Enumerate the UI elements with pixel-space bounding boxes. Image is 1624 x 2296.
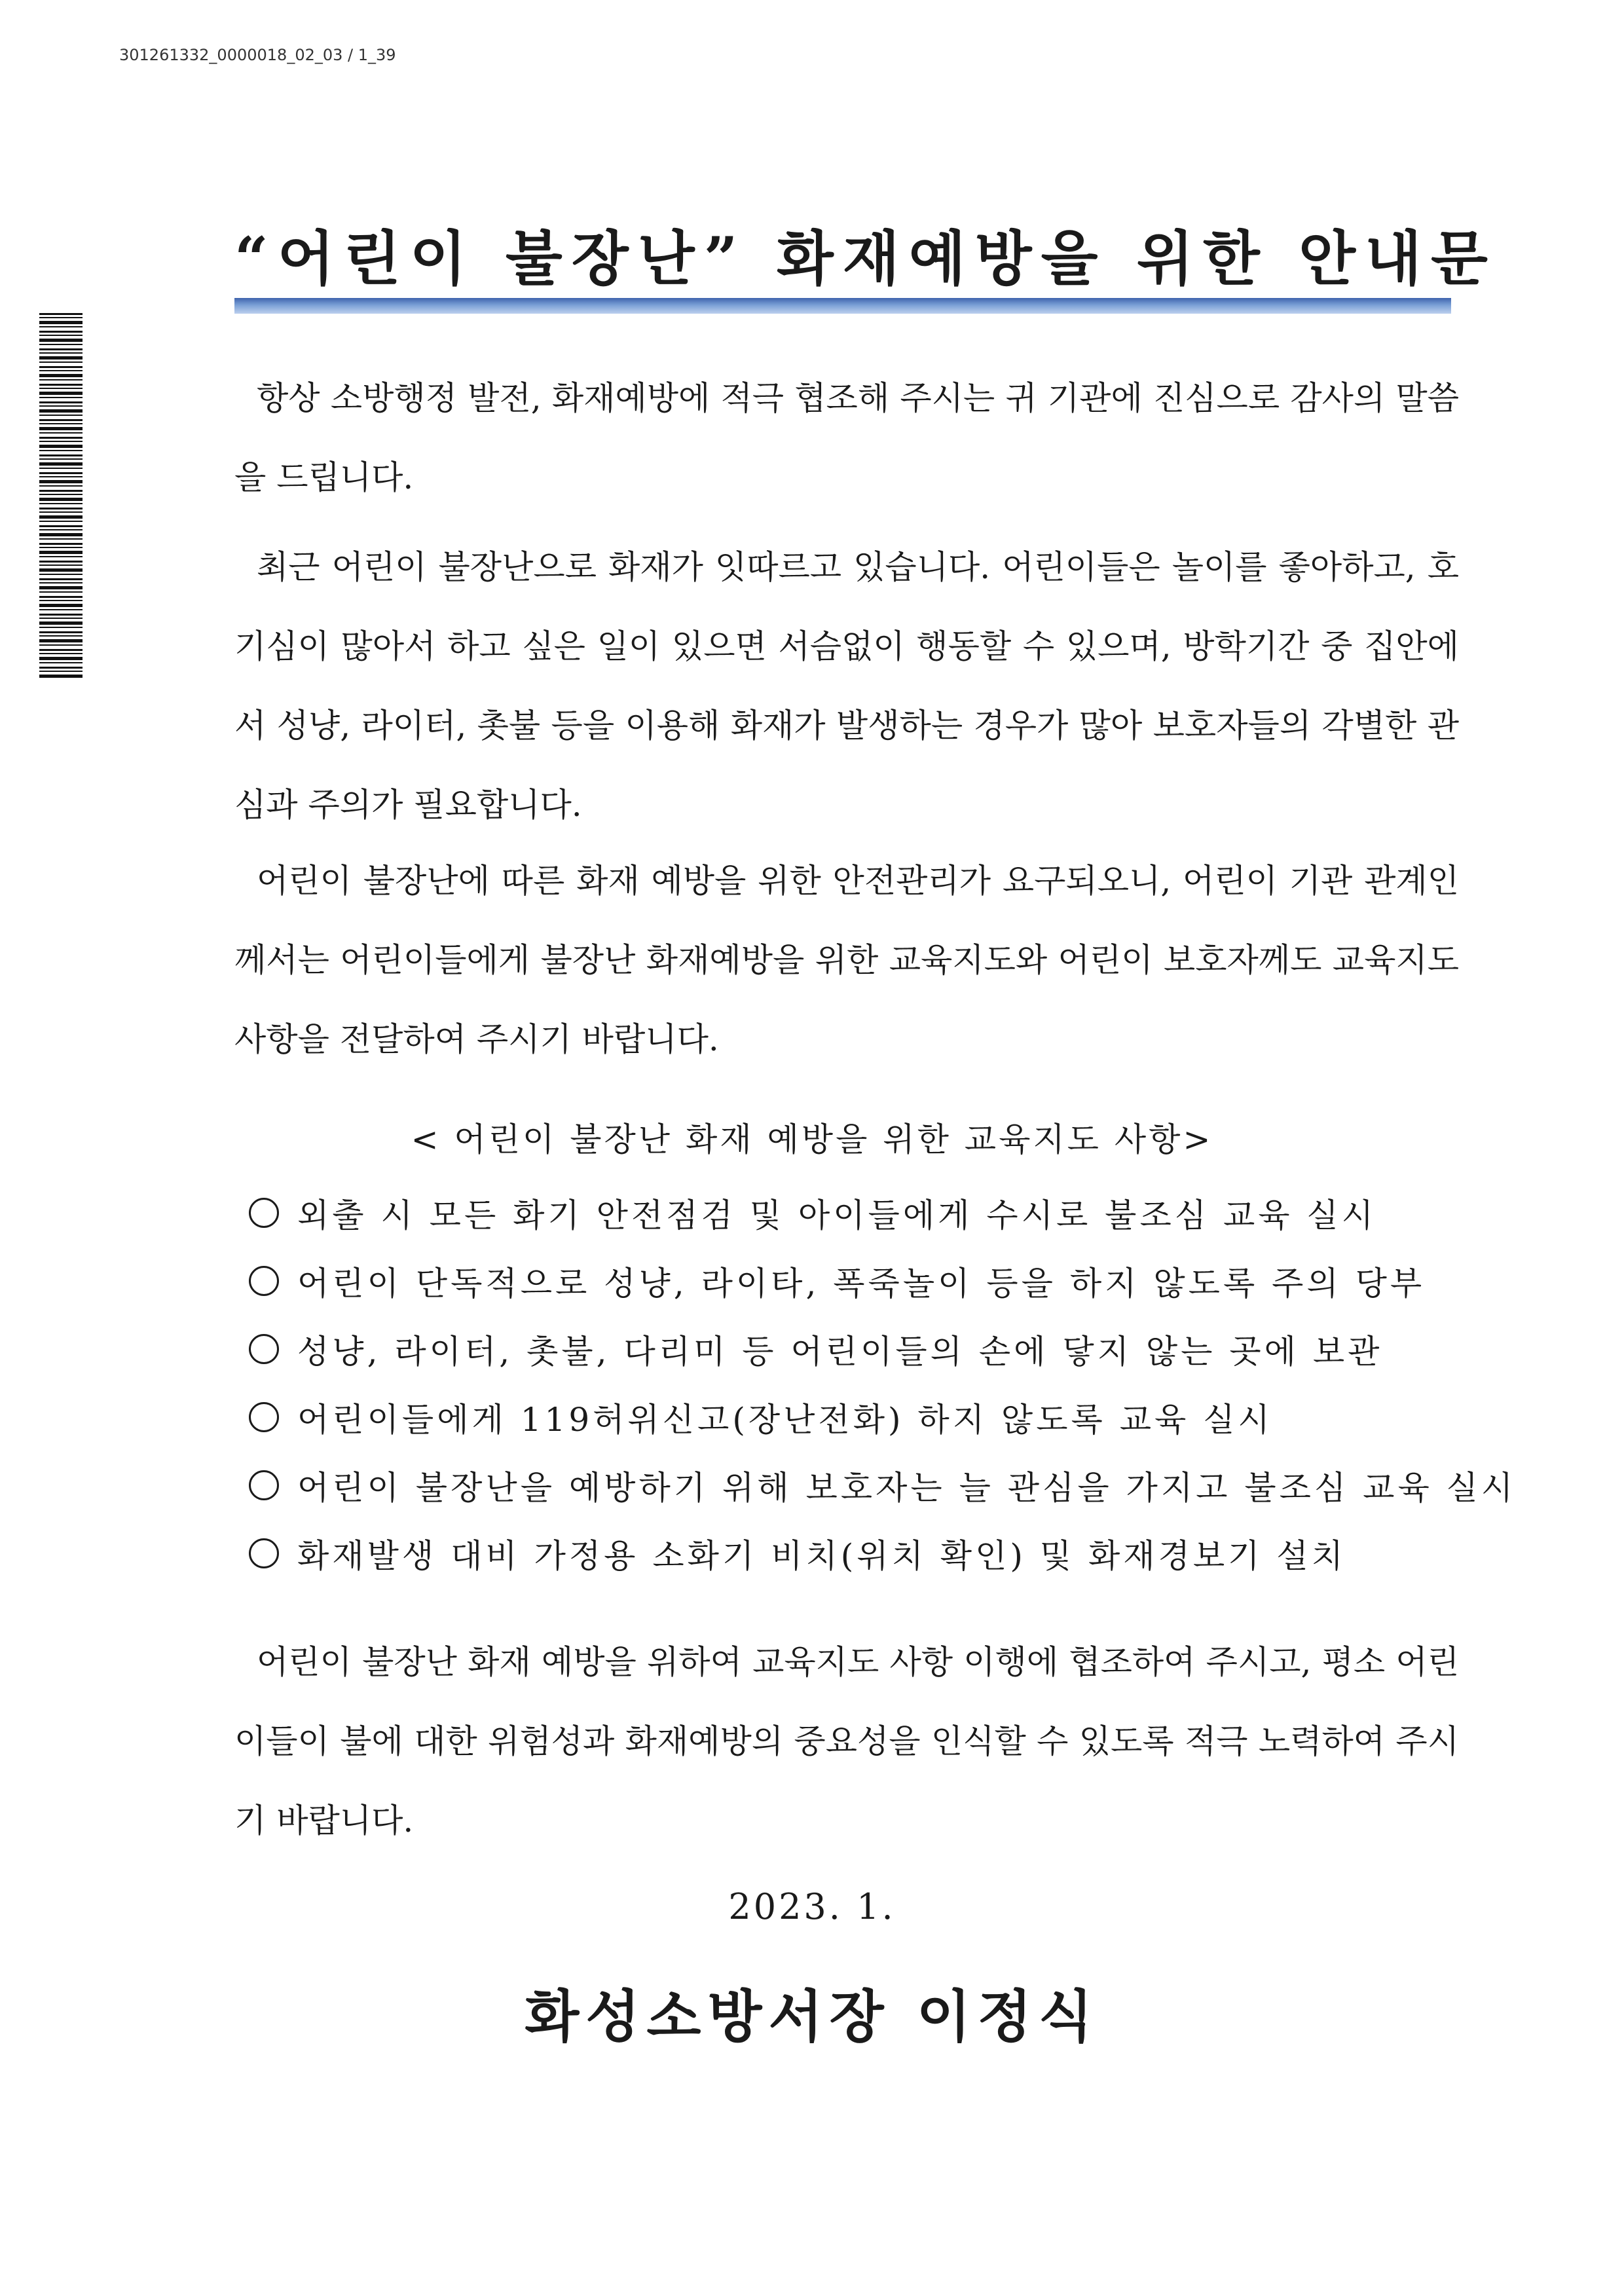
paragraph-background-text: 최근 어린이 불장난으로 화재가 잇따르고 있습니다. 어린이들은 놀이를 좋아하고, 호기심이 많아서 하고 싶은 일이 있으면 서슴없이 행동할 수 있으며, 방학기간 중 집안에서 성냥, 라이터, 촛불 등을 이용해 화재가 발생하는 경우가 많아 보호자들의 각별한 관심과 주의가 필요합니다.: [234, 548, 1459, 824]
list-item-text: 어린이 단독적으로 성냥, 라이타, 폭죽놀이 등을 하지 않도록 주의 당부: [297, 1265, 1426, 1303]
list-item: [249, 1179, 1467, 1247]
paragraph-request: [234, 842, 1459, 1079]
list-item: [249, 1247, 1467, 1315]
list-item-text: 외출 시 모든 화기 안전점검 및 아이들에게 수시로 불조심 교육 실시: [297, 1196, 1377, 1234]
paragraph-closing: [234, 1623, 1459, 1861]
list-item: [249, 1519, 1467, 1587]
circle-bullet-icon: [249, 1538, 279, 1568]
list-item-text: 어린이 불장난을 예방하기 위해 보호자는 늘 관심을 가지고 불조심 교육 실시: [297, 1469, 1517, 1507]
list-item-text: 어린이들에게 119허위신고(장난전화) 하지 않도록 교육 실시: [297, 1401, 1273, 1439]
guidance-heading: < 어린이 불장난 화재 예방을 위한 교육지도 사항>: [411, 1120, 1213, 1158]
document-id: 301261332_0000018_02_03 / 1_39: [119, 46, 396, 64]
list-item-text: 화재발생 대비 가정용 소화기 비치(위치 확인) 및 화재경보기 설치: [297, 1537, 1346, 1575]
circle-bullet-icon: [249, 1198, 279, 1228]
list-item: [249, 1383, 1467, 1451]
title-underline: [234, 298, 1451, 314]
circle-bullet-icon: [249, 1402, 279, 1432]
signature-line: 화성소방서장 이정식: [525, 1984, 1099, 2050]
circle-bullet-icon: [249, 1334, 279, 1364]
document-date: 2023. 1.: [728, 1886, 896, 1927]
guidance-list: [249, 1179, 1517, 1587]
list-item: [249, 1315, 1467, 1383]
circle-bullet-icon: [249, 1470, 279, 1500]
page-title: “어린이 불장난” 화재예방을 위한 안내문: [234, 224, 1497, 293]
paragraph-closing-text: 어린이 불장난 화재 예방을 위하여 교육지도 사항 이행에 협조하여 주시고, 평소 어린이들이 불에 대한 위험성과 화재예방의 중요성을 인식할 수 있도록 적극 노력하여 주시기 바랍니다.: [234, 1643, 1459, 1840]
paragraph-request-text: 어린이 불장난에 따른 화재 예방을 위한 안전관리가 요구되오니, 어린이 기관 관계인께서는 어린이들에게 불장난 화재예방을 위한 교육지도와 어린이 보호자께도 교육지도 사항을 전달하여 주시기 바랍니다.: [234, 862, 1459, 1058]
list-item: [249, 1451, 1517, 1519]
paragraph-greeting-text: 항상 소방행정 발전, 화재예방에 적극 협조해 주시는 귀 기관에 진심으로 감사의 말씀을 드립니다.: [234, 379, 1459, 496]
barcode-image: [39, 313, 83, 680]
paragraph-background: [234, 528, 1459, 845]
circle-bullet-icon: [249, 1266, 279, 1296]
paragraph-greeting: [234, 359, 1459, 517]
list-item-text: 성냥, 라이터, 촛불, 다리미 등 어린이들의 손에 닿지 않는 곳에 보관: [297, 1333, 1383, 1371]
